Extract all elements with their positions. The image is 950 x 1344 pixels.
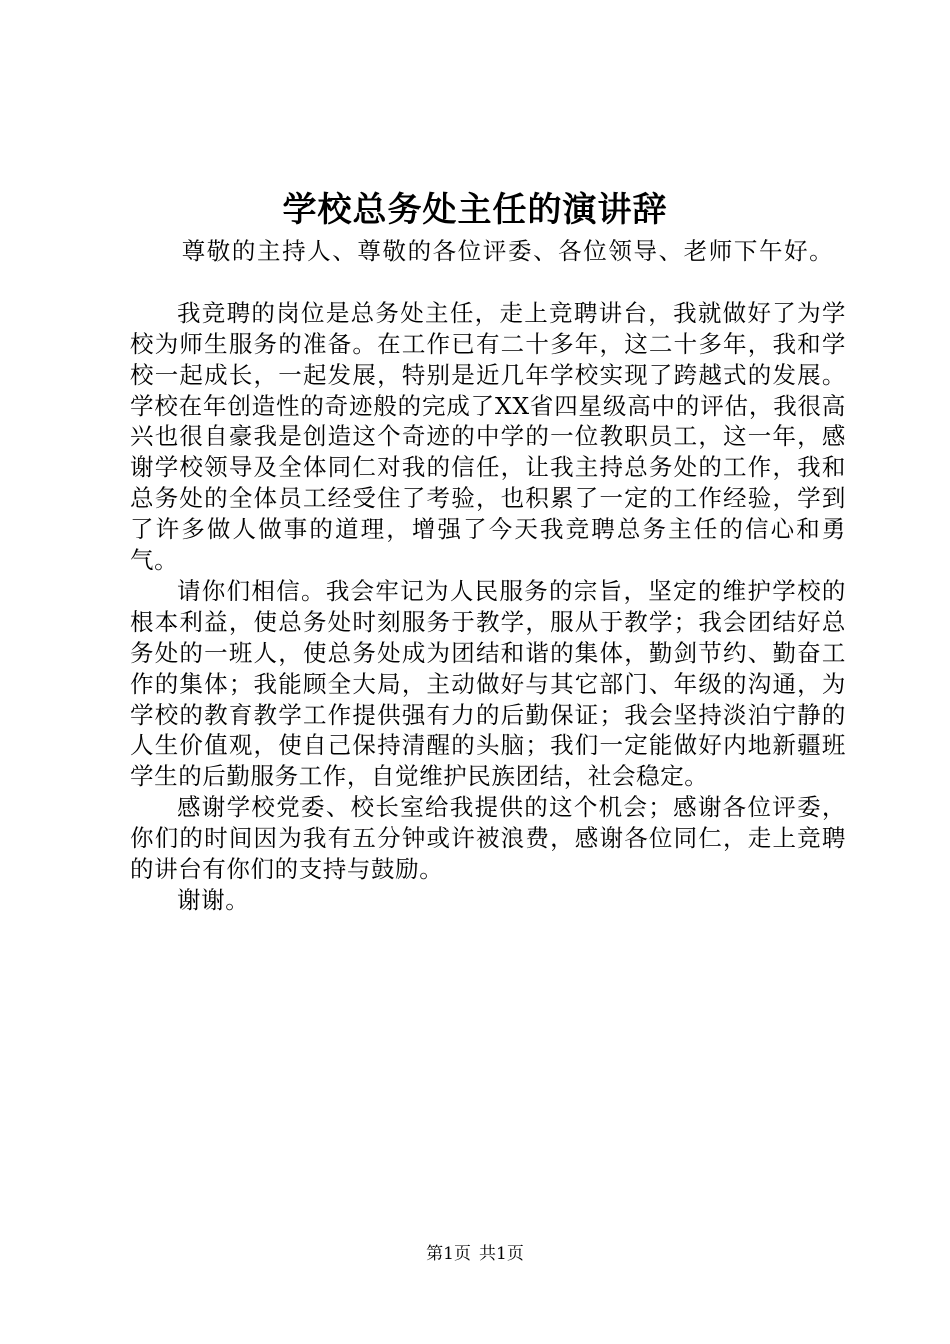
page-number: 第1页 (426, 1244, 471, 1264)
body-paragraph-1: 我竞聘的岗位是总务处主任，走上竞聘讲台，我就做好了为学校为师生服务的准备。在工作已有二十多年，这二十多年，我和学校一起成长，一起发展，特别是近几年学校实现了跨越式的发展。学校在年创造性的奇迹般的完成了XX省四星级高中的评估，我很高兴也很自豪我是创造这个奇迹的中学的一位教职员工，这一年，感谢学校领导及全体同仁对我的信任，让我主持总务处的工作，我和总务处的全体员工经受住了考验，也积累了一定的工作经验，学到了许多做人做事的道理，增强了今天我竞聘总务主任的信心和勇气。 (130, 298, 846, 575)
paragraph-spacer (130, 267, 846, 298)
page-total: 共1页 (479, 1244, 524, 1264)
closing-paragraph: 谢谢。 (177, 886, 250, 915)
document-body (130, 236, 846, 916)
greeting-paragraph: 尊敬的主持人、尊敬的各位评委、各位领导、老师下午好。 (181, 237, 835, 265)
body-paragraph-3: 感谢学校党委、校长室给我提供的这个机会；感谢各位评委，你们的时间因为我有五分钟或许被浪费，感谢各位同仁，走上竞聘的讲台有你们的支持与鼓励。 (130, 793, 846, 884)
document-title: 学校总务处主任的演讲辞 (282, 190, 668, 230)
page-footer (0, 1242, 950, 1266)
body-paragraph-2: 请你们相信。我会牢记为人民服务的宗旨，坚定的维护学校的根本利益，使总务处时刻服务于教学，服从于教学；我会团结好总务处的一班人，使总务处成为团结和谐的集体，勤剑节约、勤奋工作的集体；我能顾全大局，主动做好与其它部门、年级的沟通，为学校的教育教学工作提供强有力的后勤保证；我会坚持淡泊宁静的人生价值观，使自己保持清醒的头脑；我们一定能做好内地新疆班学生的后勤服务工作，自觉维护民族团结，社会稳定。 (130, 576, 846, 791)
